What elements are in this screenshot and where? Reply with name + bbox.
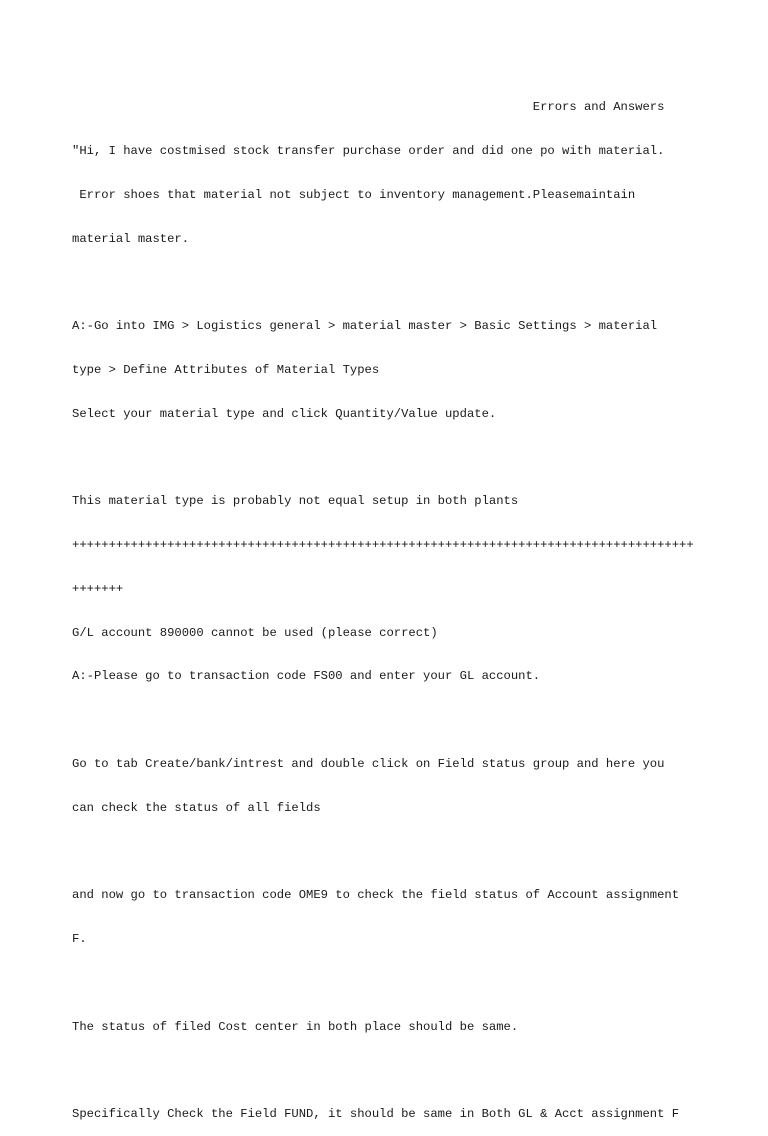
blank-line	[72, 713, 712, 728]
cost-center-line: The status of filed Cost center in both place should be same.	[72, 1019, 519, 1034]
answer-line-1: A:-Go into IMG > Logistics general > material master > Basic Settings > material	[72, 319, 658, 334]
ome9-line-1: and now go to transaction code OME9 to check the field status of Account assignment	[72, 888, 680, 903]
ome9-line-2: F.	[72, 932, 87, 947]
blank-line	[72, 275, 712, 290]
fund-check-line: Specifically Check the Field FUND, it should be same in Both GL & Acct assignment F	[72, 1107, 680, 1122]
answer-line-2: type > Define Attributes of Material Types	[72, 362, 380, 377]
blank-line	[72, 976, 712, 991]
error-line: G/L account 890000 cannot be used (please correct)	[72, 625, 438, 640]
tab-instruction-line-2: can check the status of all fields	[72, 800, 321, 815]
answer-fs00-line: A:-Please go to transaction code FS00 and enter your GL account.	[72, 669, 541, 684]
document-title: Errors and Answers	[72, 100, 665, 115]
question-line-3: material master.	[72, 231, 190, 246]
blank-line	[72, 844, 712, 859]
question-line-1: "Hi, I have costmised stock transfer purchase order and did one po with material.	[72, 143, 665, 158]
separator-line-2: +++++++	[72, 581, 124, 596]
blank-line	[72, 450, 712, 465]
question-line-2: Error shoes that material not subject to inventory management.Pleasemaintain	[72, 187, 636, 202]
answer-line-3: Select your material type and click Quantity/Value update.	[72, 406, 497, 421]
note-line: This material type is probably not equal setup in both plants	[72, 494, 519, 509]
tab-instruction-line-1: Go to tab Create/bank/intrest and double click on Field status group and here you	[72, 756, 665, 771]
blank-line	[72, 1063, 712, 1078]
separator-line-1: +++++++++++++++++++++++++++++++++++++++++++++++++++++++++++++++++++++++++++++++++++++	[72, 538, 694, 552]
document-body	[72, 71, 712, 1136]
